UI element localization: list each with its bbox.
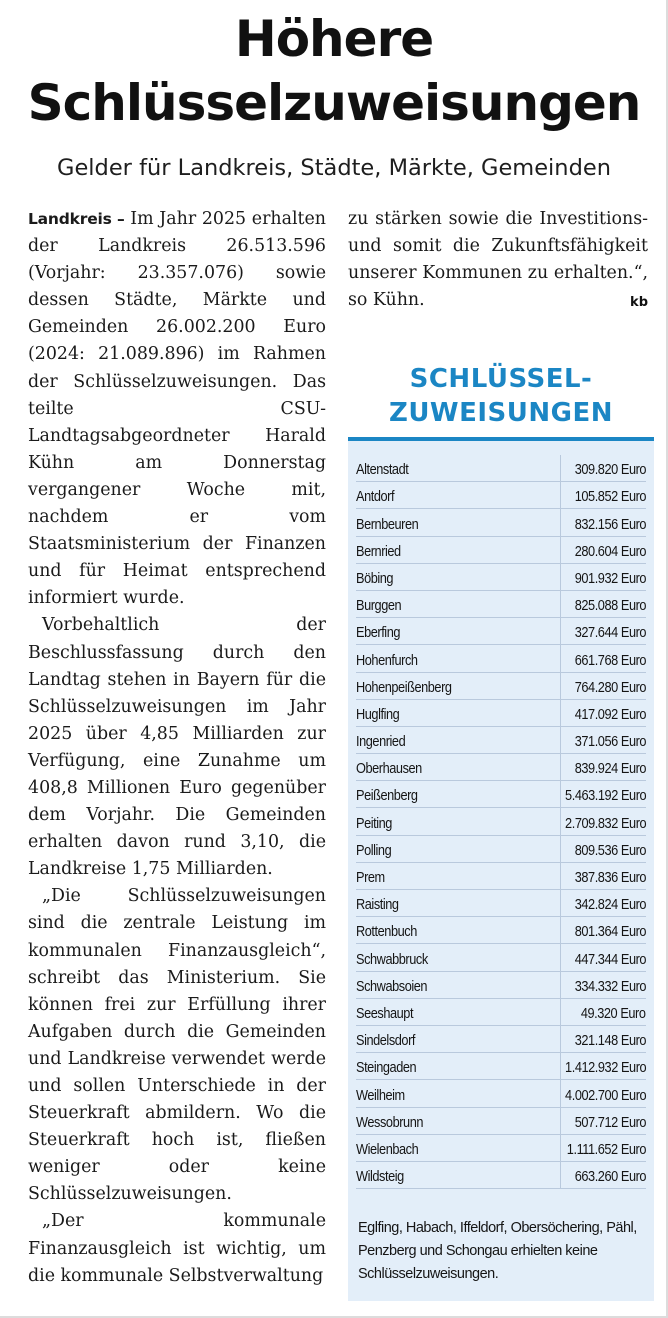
table-row bbox=[356, 1162, 646, 1189]
municipality-name: Böbing bbox=[356, 570, 394, 587]
infobox-title-line-1: SCHLÜSSEL- bbox=[409, 364, 593, 394]
municipality-name: Oberhausen bbox=[356, 761, 422, 778]
table-row bbox=[356, 808, 646, 835]
table-row bbox=[356, 890, 646, 917]
allocation-amount: 327.644 Euro bbox=[574, 625, 646, 642]
column-divider bbox=[560, 1162, 561, 1188]
table-row bbox=[356, 944, 646, 971]
table-row bbox=[356, 754, 646, 781]
column-divider bbox=[560, 754, 561, 780]
allocation-amount: 334.332 Euro bbox=[574, 978, 646, 995]
article-paragraph-1 bbox=[28, 206, 326, 612]
column-divider bbox=[560, 700, 561, 726]
municipality-name: Huglfing bbox=[356, 706, 400, 723]
allocation-amount: 387.836 Euro bbox=[574, 870, 646, 886]
subheadline: Gelder für Landkreis, Städte, Märkte, Gemeinden bbox=[57, 155, 611, 181]
table-row bbox=[356, 781, 646, 808]
municipality-name: Hohenfurch bbox=[356, 652, 418, 669]
column-divider bbox=[560, 1135, 561, 1161]
allocation-amount: 309.820 Euro bbox=[574, 462, 646, 479]
dateline: Landkreis – bbox=[28, 210, 125, 228]
column-divider bbox=[560, 673, 561, 699]
table-row bbox=[356, 836, 646, 863]
allocation-amount: 825.088 Euro bbox=[574, 598, 646, 615]
table-row bbox=[356, 455, 646, 482]
allocation-amount: 4.002.700 Euro bbox=[564, 1087, 646, 1104]
allocation-amount: 801.364 Euro bbox=[574, 924, 646, 941]
table-row bbox=[356, 999, 646, 1026]
column-divider bbox=[560, 890, 561, 916]
table-row bbox=[356, 1108, 646, 1135]
allocation-amount: 342.824 Euro bbox=[574, 897, 646, 914]
infobox bbox=[348, 437, 654, 1301]
municipality-name: Seeshaupt bbox=[356, 1005, 414, 1022]
column-divider bbox=[560, 537, 561, 563]
allocation-amount: 105.852 Euro bbox=[574, 489, 646, 506]
table-row bbox=[356, 564, 646, 591]
column-divider bbox=[560, 1026, 561, 1052]
allocation-amount: 2.709.832 Euro bbox=[564, 815, 646, 832]
municipality-name: Burggen bbox=[356, 598, 402, 615]
article-paragraph-2: Vorbehaltlich der Beschlussfassung durch den Landtag stehen in Bayern für die Schlüsselzuweisungen im Jahr 2025 über 4,85 Milliarden zur Verfügung, eine Zunahme um 408,8 Millionen Euro gegenüber dem Vorjahr. Die Gemeinden erhalten davon rund 3,10, die Landkreise 1,75 Milliarden. bbox=[28, 615, 326, 880]
table-row bbox=[356, 591, 646, 618]
allocation-amount: 839.924 Euro bbox=[574, 761, 646, 778]
municipality-name: Prem bbox=[356, 870, 385, 886]
headline-line-1: Höhere bbox=[234, 10, 434, 68]
municipality-name: Bernried bbox=[356, 543, 401, 560]
allocation-amount: 447.344 Euro bbox=[574, 951, 646, 968]
allocation-amount: 371.056 Euro bbox=[574, 734, 646, 751]
column-divider bbox=[560, 1080, 561, 1106]
column-divider bbox=[560, 999, 561, 1025]
municipality-name: Wildsteig bbox=[356, 1169, 404, 1186]
infobox-title-line-2: ZUWEISUNGEN bbox=[388, 398, 614, 428]
table-row bbox=[356, 972, 646, 999]
table-row bbox=[356, 509, 646, 536]
column-divider bbox=[560, 808, 561, 834]
article-column-right bbox=[348, 206, 648, 316]
allocation-amount: 764.280 Euro bbox=[574, 679, 646, 696]
column-divider bbox=[560, 972, 561, 998]
column-divider bbox=[560, 591, 561, 617]
table-row bbox=[356, 700, 646, 727]
allocation-amount: 901.932 Euro bbox=[574, 570, 646, 587]
article-paragraph-3: „Die Schlüsselzuweisungen sind die zentrale Leistung im kommunalen Finanzausgleich“, schreibt das Ministerium. Sie können frei zur Erfüllung ihrer Aufgaben durch die Gemeinden und Landkreise verwendet werde und sollen Unterschiede in der Steuerkraft abmildern. Wo die Steuerkraft hoch ist, fließen weniger oder keine Schlüsselzuweisungen. bbox=[28, 886, 326, 1205]
municipality-name: Wessobrunn bbox=[356, 1114, 424, 1131]
article-continuation bbox=[348, 206, 648, 314]
column-divider bbox=[560, 564, 561, 590]
municipality-name: Antdorf bbox=[356, 489, 395, 506]
table-row bbox=[356, 1026, 646, 1053]
table-row bbox=[356, 1053, 646, 1080]
municipality-name: Ingenried bbox=[356, 734, 406, 751]
table-row bbox=[356, 727, 646, 754]
allocation-amount: 5.463.192 Euro bbox=[564, 788, 646, 805]
allocation-amount: 1.111.652 Euro bbox=[566, 1141, 646, 1158]
municipality-name: Raisting bbox=[356, 897, 399, 914]
municipality-name: Weilheim bbox=[356, 1087, 405, 1104]
allocation-amount: 321.148 Euro bbox=[574, 1033, 646, 1050]
allocation-amount: 417.092 Euro bbox=[574, 706, 646, 723]
column-divider bbox=[560, 836, 561, 862]
column-divider bbox=[560, 509, 561, 535]
article-column-left bbox=[28, 206, 326, 1290]
column-divider bbox=[560, 618, 561, 644]
column-divider bbox=[560, 1053, 561, 1079]
column-divider bbox=[560, 944, 561, 970]
column-divider bbox=[560, 645, 561, 671]
municipality-name: Steingaden bbox=[356, 1060, 417, 1077]
column-divider bbox=[560, 781, 561, 807]
column-divider bbox=[560, 917, 561, 943]
paragraph-1-text: Im Jahr 2025 erhalten der Landkreis 26.513.596 (Vorjahr: 23.357.076) sowie dessen Städte, Märkte und Gemeinden 26.002.200 Euro (2024: 21.089.896) im Rahmen der Schlüsselzuweisungen. Das teilte CSU-Landtagsabgeordneter Harald Kühn am Donnerstag vergangener Woche mit, nachdem er vom Staatsministerium der Finanzen und für Heimat entsprechend informiert wurde. bbox=[28, 209, 326, 609]
table-row bbox=[356, 645, 646, 672]
table-row bbox=[356, 1080, 646, 1107]
municipality-name: Sindelsdorf bbox=[356, 1033, 416, 1050]
municipality-name: Schwabsoien bbox=[356, 978, 428, 995]
continuation-text: zu stärken sowie die Investitions- und somit die Zukunftsfähigkeit unserer Kommunen zu erhalten.“, so Kühn. bbox=[348, 209, 648, 311]
allocation-amount: 49.320 Euro bbox=[581, 1005, 646, 1022]
table-row bbox=[356, 482, 646, 509]
column-divider bbox=[560, 1108, 561, 1134]
infobox-title bbox=[348, 362, 654, 430]
municipality-name: Bernbeuren bbox=[356, 516, 419, 533]
municipality-name: Hohenpeißenberg bbox=[356, 679, 452, 696]
municipality-name: Rottenbuch bbox=[356, 924, 417, 941]
author-initials: kb bbox=[630, 295, 648, 311]
table-row bbox=[356, 537, 646, 564]
table-row bbox=[356, 863, 646, 890]
allocation-table bbox=[348, 455, 654, 1189]
column-divider bbox=[560, 727, 561, 753]
municipality-name: Altenstadt bbox=[356, 462, 409, 479]
municipality-name: Peißenberg bbox=[356, 788, 418, 805]
table-row bbox=[356, 917, 646, 944]
municipality-name: Peiting bbox=[356, 815, 392, 832]
table-row bbox=[356, 618, 646, 645]
allocation-amount: 663.260 Euro bbox=[574, 1169, 646, 1186]
infobox-note: Eglfing, Habach, Iffeldorf, Obersöchering, Pähl, Penzberg und Schongau erhielten keine Schlüsselzuweisungen. bbox=[358, 1220, 637, 1282]
allocation-amount: 507.712 Euro bbox=[574, 1114, 646, 1131]
headline-line-2: Schlüsselzuweisungen bbox=[27, 74, 641, 132]
allocation-amount: 809.536 Euro bbox=[574, 842, 646, 859]
municipality-name: Wielenbach bbox=[356, 1141, 419, 1158]
column-divider bbox=[560, 482, 561, 508]
table-row bbox=[356, 1135, 646, 1162]
municipality-name: Schwabbruck bbox=[356, 951, 428, 968]
allocation-amount: 832.156 Euro bbox=[574, 516, 646, 533]
column-divider bbox=[560, 455, 561, 481]
article-paragraph-4: „Der kommunale Finanzausgleich ist wichtig, um die kommunale Selbstverwaltung bbox=[28, 1211, 326, 1286]
allocation-amount: 280.604 Euro bbox=[574, 543, 646, 560]
column-divider bbox=[560, 863, 561, 889]
table-row bbox=[356, 673, 646, 700]
municipality-name: Eberfing bbox=[356, 625, 401, 642]
allocation-amount: 661.768 Euro bbox=[574, 652, 646, 669]
municipality-name: Polling bbox=[356, 842, 392, 859]
allocation-amount: 1.412.932 Euro bbox=[564, 1060, 646, 1077]
